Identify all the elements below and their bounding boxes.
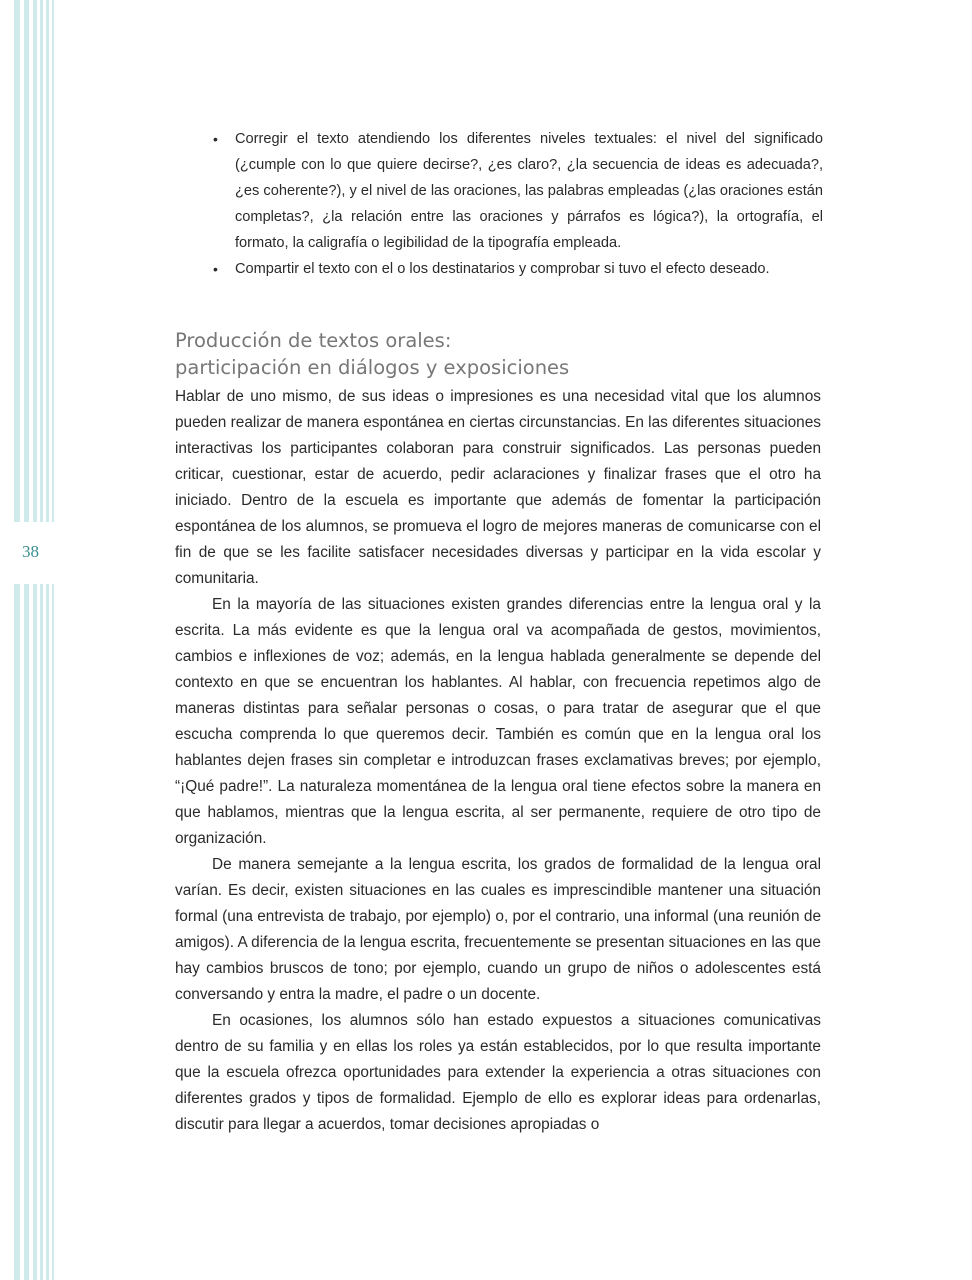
- bullet-icon: •: [213, 261, 218, 277]
- paragraph: En la mayoría de las situaciones existen grandes diferencias entre la lengua oral y la escrita. La más evidente es que la lengua oral va acompañada de gestos, movimientos, cambios e inflexiones de voz; además, en la lengua hablada generalmente se depende del contexto en que se encuentran los hablantes. Al hablar, con frecuencia repetimos algo de maneras distintas para señalar personas o cosas, o para tratar de asegurar que el que escucha comprenda lo que queremos decir. También es común que en la lengua oral los hablantes dejen frases sin completar e introduzcan frases exclamativas breves; por ejemplo, “¡Qué padre!”. La naturaleza momentánea de la lengua oral tiene efectos sobre la manera en que hablamos, mientras que la lengua escrita, al ser permanente, requiere de otro tipo de organización.: [175, 596, 821, 847]
- bullet-text: Compartir el texto con el o los destinatarios y comprobar si tuvo el efecto deseado.: [235, 261, 770, 277]
- list-item: [213, 256, 823, 282]
- section-title: [175, 327, 825, 381]
- bullet-text: Corregir el texto atendiendo los diferentes niveles textuales: el nivel del significado (¿cumple con lo que quiere decirse?, ¿es claro?, ¿la secuencia de ideas es adecuada?, ¿es coherente?), y el nivel de las oraciones, las palabras empleadas (¿las oraciones están completas?, ¿la relación entre las oraciones y párrafos es lógica?), la ortografía, el formato, la caligrafía o legibilidad de la tipografía empleada.: [235, 131, 823, 251]
- paragraph: En ocasiones, los alumnos sólo han estado expuestos a situaciones comunicativas dentro de su familia y en ellas los roles ya están establecidos, por lo que resulta importante que la escuela ofrezca oportunidades para extender la experiencia a otras situaciones con diferentes grados y tipos de formalidad. Ejemplo de ello es explorar ideas para ordenarlas, discutir para llegar a acuerdos, tomar decisiones apropiadas o: [175, 1012, 821, 1133]
- page-number: 38: [22, 542, 39, 561]
- bullet-list: [213, 126, 823, 282]
- paragraph: Hablar de uno mismo, de sus ideas o impresiones es una necesidad vital que los alumnos pueden realizar de manera espontánea en ciertas circunstancias. En las diferentes situaciones interactivas los participantes colaboran para construir significados. Las personas pueden criticar, cuestionar, estar de acuerdo, pedir aclaraciones y finalizar frases que el otro ha iniciado. Dentro de la escuela es importante que además de fomentar la participación espontánea de los alumnos, se promueva el logro de mejores maneras de comunicarse con el fin de que se les facilite satisfacer necesidades diversas y participar en la vida escolar y comunitaria.: [175, 388, 821, 587]
- body-text: [175, 384, 821, 1138]
- decorative-margin-stripes: [0, 0, 56, 1280]
- paragraph: De manera semejante a la lengua escrita, los grados de formalidad de la lengua oral varían. Es decir, existen situaciones en las cuales es imprescindible mantener una situación formal (una entrevista de trabajo, por ejemplo) o, por el contrario, una informal (una reunión de amigos). A diferencia de la lengua escrita, frecuentemente se presentan situaciones en las que hay cambios bruscos de tono; por ejemplo, cuando un grupo de niños o adolescentes está conversando y entra la madre, el padre o un docente.: [175, 856, 821, 1003]
- section-title-line: Producción de textos orales:: [175, 329, 452, 352]
- list-item: [213, 126, 823, 256]
- bullet-icon: •: [213, 131, 218, 147]
- section-title-line: participación en diálogos y exposiciones: [175, 356, 570, 379]
